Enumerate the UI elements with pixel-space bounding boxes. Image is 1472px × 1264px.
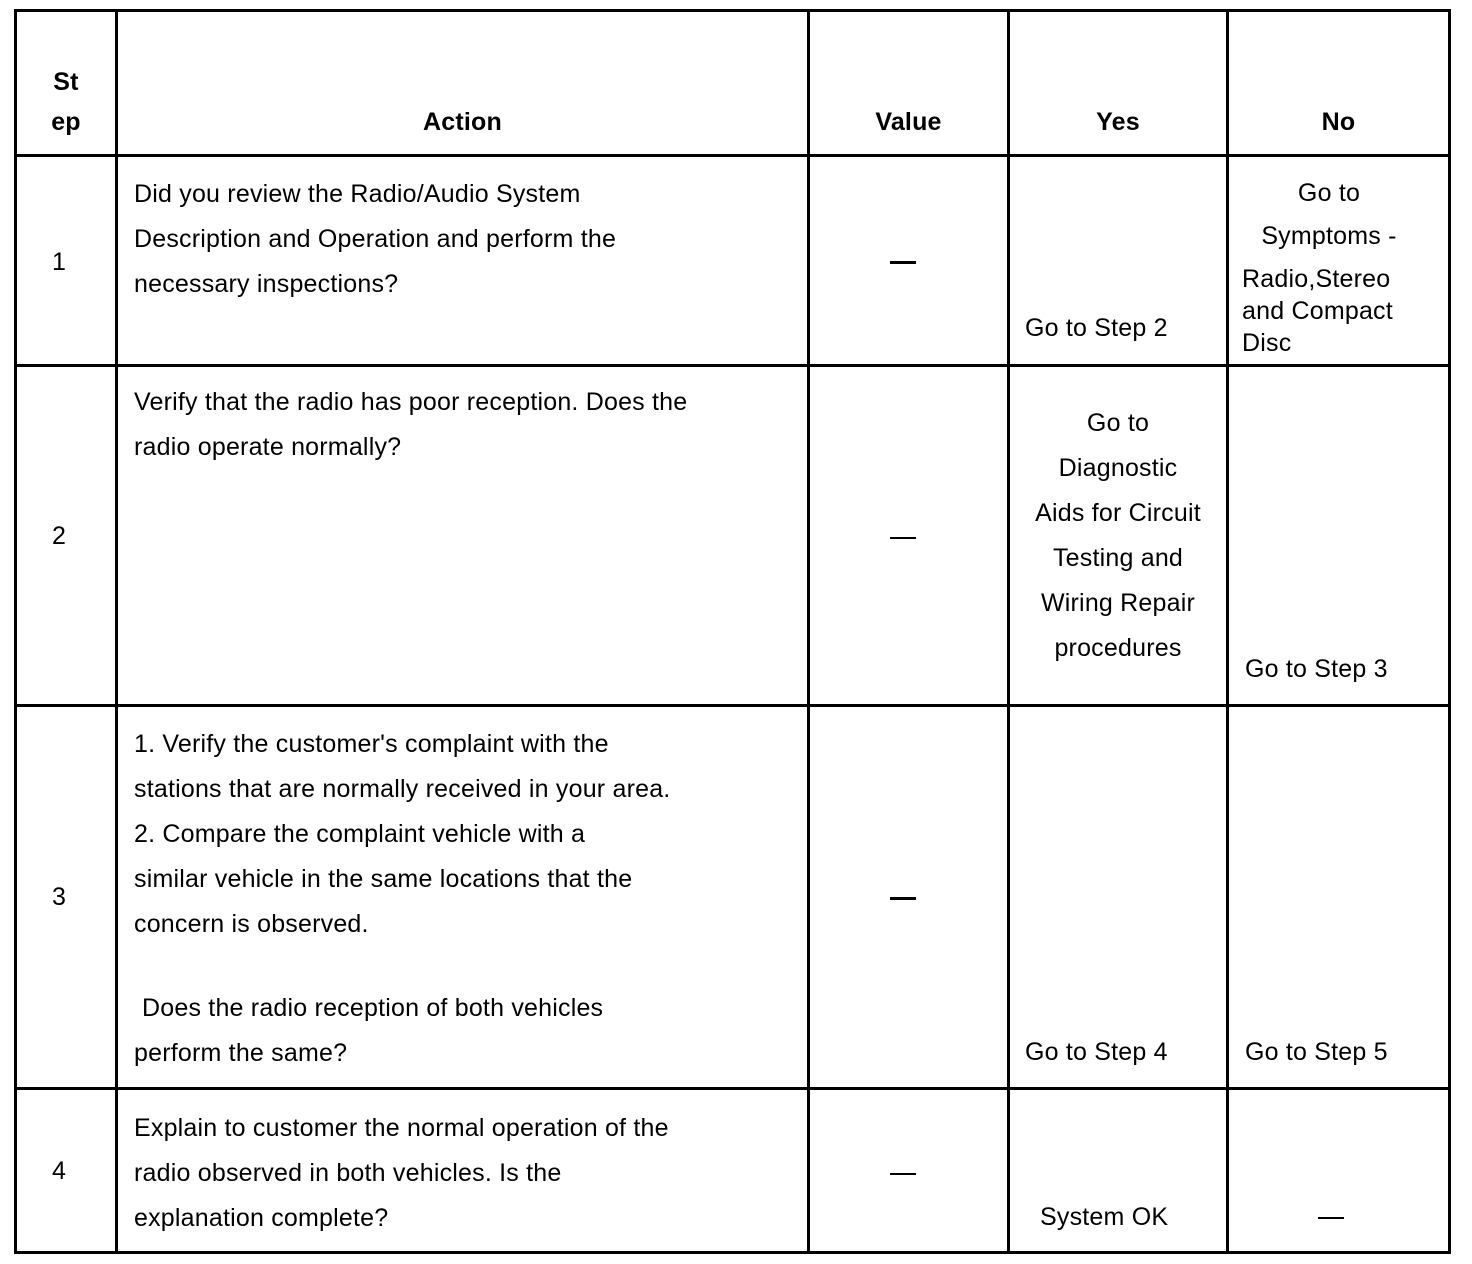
header-value: Value xyxy=(875,108,942,136)
yes-line: Wiring Repair xyxy=(1040,589,1196,617)
yes-line: Aids for Circuit xyxy=(1035,499,1201,527)
step-number: 4 xyxy=(51,1157,67,1185)
value-dash xyxy=(890,1173,916,1175)
action-text xyxy=(134,1106,669,1241)
action-line: stations that are normally received in your area. xyxy=(134,775,671,803)
value-dash xyxy=(890,261,916,264)
no-line: Disc xyxy=(1242,329,1292,357)
action-line: similar vehicle in the same locations that the xyxy=(134,865,633,893)
action-line: necessary inspections? xyxy=(134,270,399,298)
value-dash xyxy=(890,537,916,539)
action-line: explanation complete? xyxy=(134,1204,389,1232)
table-border-top xyxy=(14,9,1451,12)
action-line: Does the radio reception of both vehicles xyxy=(142,994,604,1022)
action-line: 2. Compare the complaint vehicle with a xyxy=(134,820,586,848)
yes-target: Go to Step 4 xyxy=(1025,1038,1168,1066)
header-yes: Yes xyxy=(1096,108,1140,136)
table-border-bottom xyxy=(14,1251,1451,1254)
step-number: 3 xyxy=(51,883,67,911)
no-line: Go to xyxy=(1297,179,1361,207)
row-divider xyxy=(14,154,1451,157)
row-divider xyxy=(14,704,1451,707)
yes-target xyxy=(1010,401,1226,671)
no-dash xyxy=(1318,1217,1344,1219)
action-line: Explain to customer the normal operation of the xyxy=(134,1114,669,1142)
yes-target: Go to Step 2 xyxy=(1025,314,1168,342)
no-target: Go to Step 3 xyxy=(1245,655,1388,683)
action-line: 1. Verify the customer's complaint with the xyxy=(134,730,609,758)
yes-line: Diagnostic xyxy=(1058,454,1178,482)
action-text xyxy=(134,172,616,307)
action-line: perform the same? xyxy=(134,1039,348,1067)
no-target-continued xyxy=(1242,263,1393,359)
no-target: Go to Step 5 xyxy=(1245,1038,1388,1066)
action-line: Did you review the Radio/Audio System xyxy=(134,180,581,208)
header-step-line2: ep xyxy=(51,108,81,136)
no-line: Symptoms - xyxy=(1261,222,1397,250)
step-number: 1 xyxy=(51,248,67,276)
table-border-right xyxy=(1448,9,1451,1254)
header-step xyxy=(17,62,115,142)
action-question xyxy=(134,986,603,1076)
yes-line: Testing and xyxy=(1052,544,1184,572)
value-dash xyxy=(890,897,916,900)
column-divider xyxy=(115,9,118,1254)
header-step-line1: St xyxy=(53,68,79,96)
no-line: and Compact xyxy=(1242,297,1393,325)
yes-target: System OK xyxy=(1040,1203,1169,1231)
no-line: Radio,Stereo xyxy=(1242,265,1391,293)
action-line: radio operate normally? xyxy=(134,433,402,461)
action-text xyxy=(134,380,687,470)
yes-line: procedures xyxy=(1054,634,1182,662)
table-border-left xyxy=(14,9,17,1254)
header-action: Action xyxy=(423,108,502,136)
action-line: Description and Operation and perform the xyxy=(134,225,617,253)
yes-line: Go to xyxy=(1086,409,1150,437)
action-line: concern is observed. xyxy=(134,910,369,938)
column-divider xyxy=(807,9,810,1254)
action-line: radio observed in both vehicles. Is the xyxy=(134,1159,562,1187)
action-line: Verify that the radio has poor reception. Does the xyxy=(134,388,688,416)
header-no: No xyxy=(1321,108,1356,136)
no-target xyxy=(1229,172,1429,258)
action-text xyxy=(134,722,670,947)
step-number: 2 xyxy=(51,522,67,550)
row-divider xyxy=(14,364,1451,367)
row-divider xyxy=(14,1087,1451,1090)
